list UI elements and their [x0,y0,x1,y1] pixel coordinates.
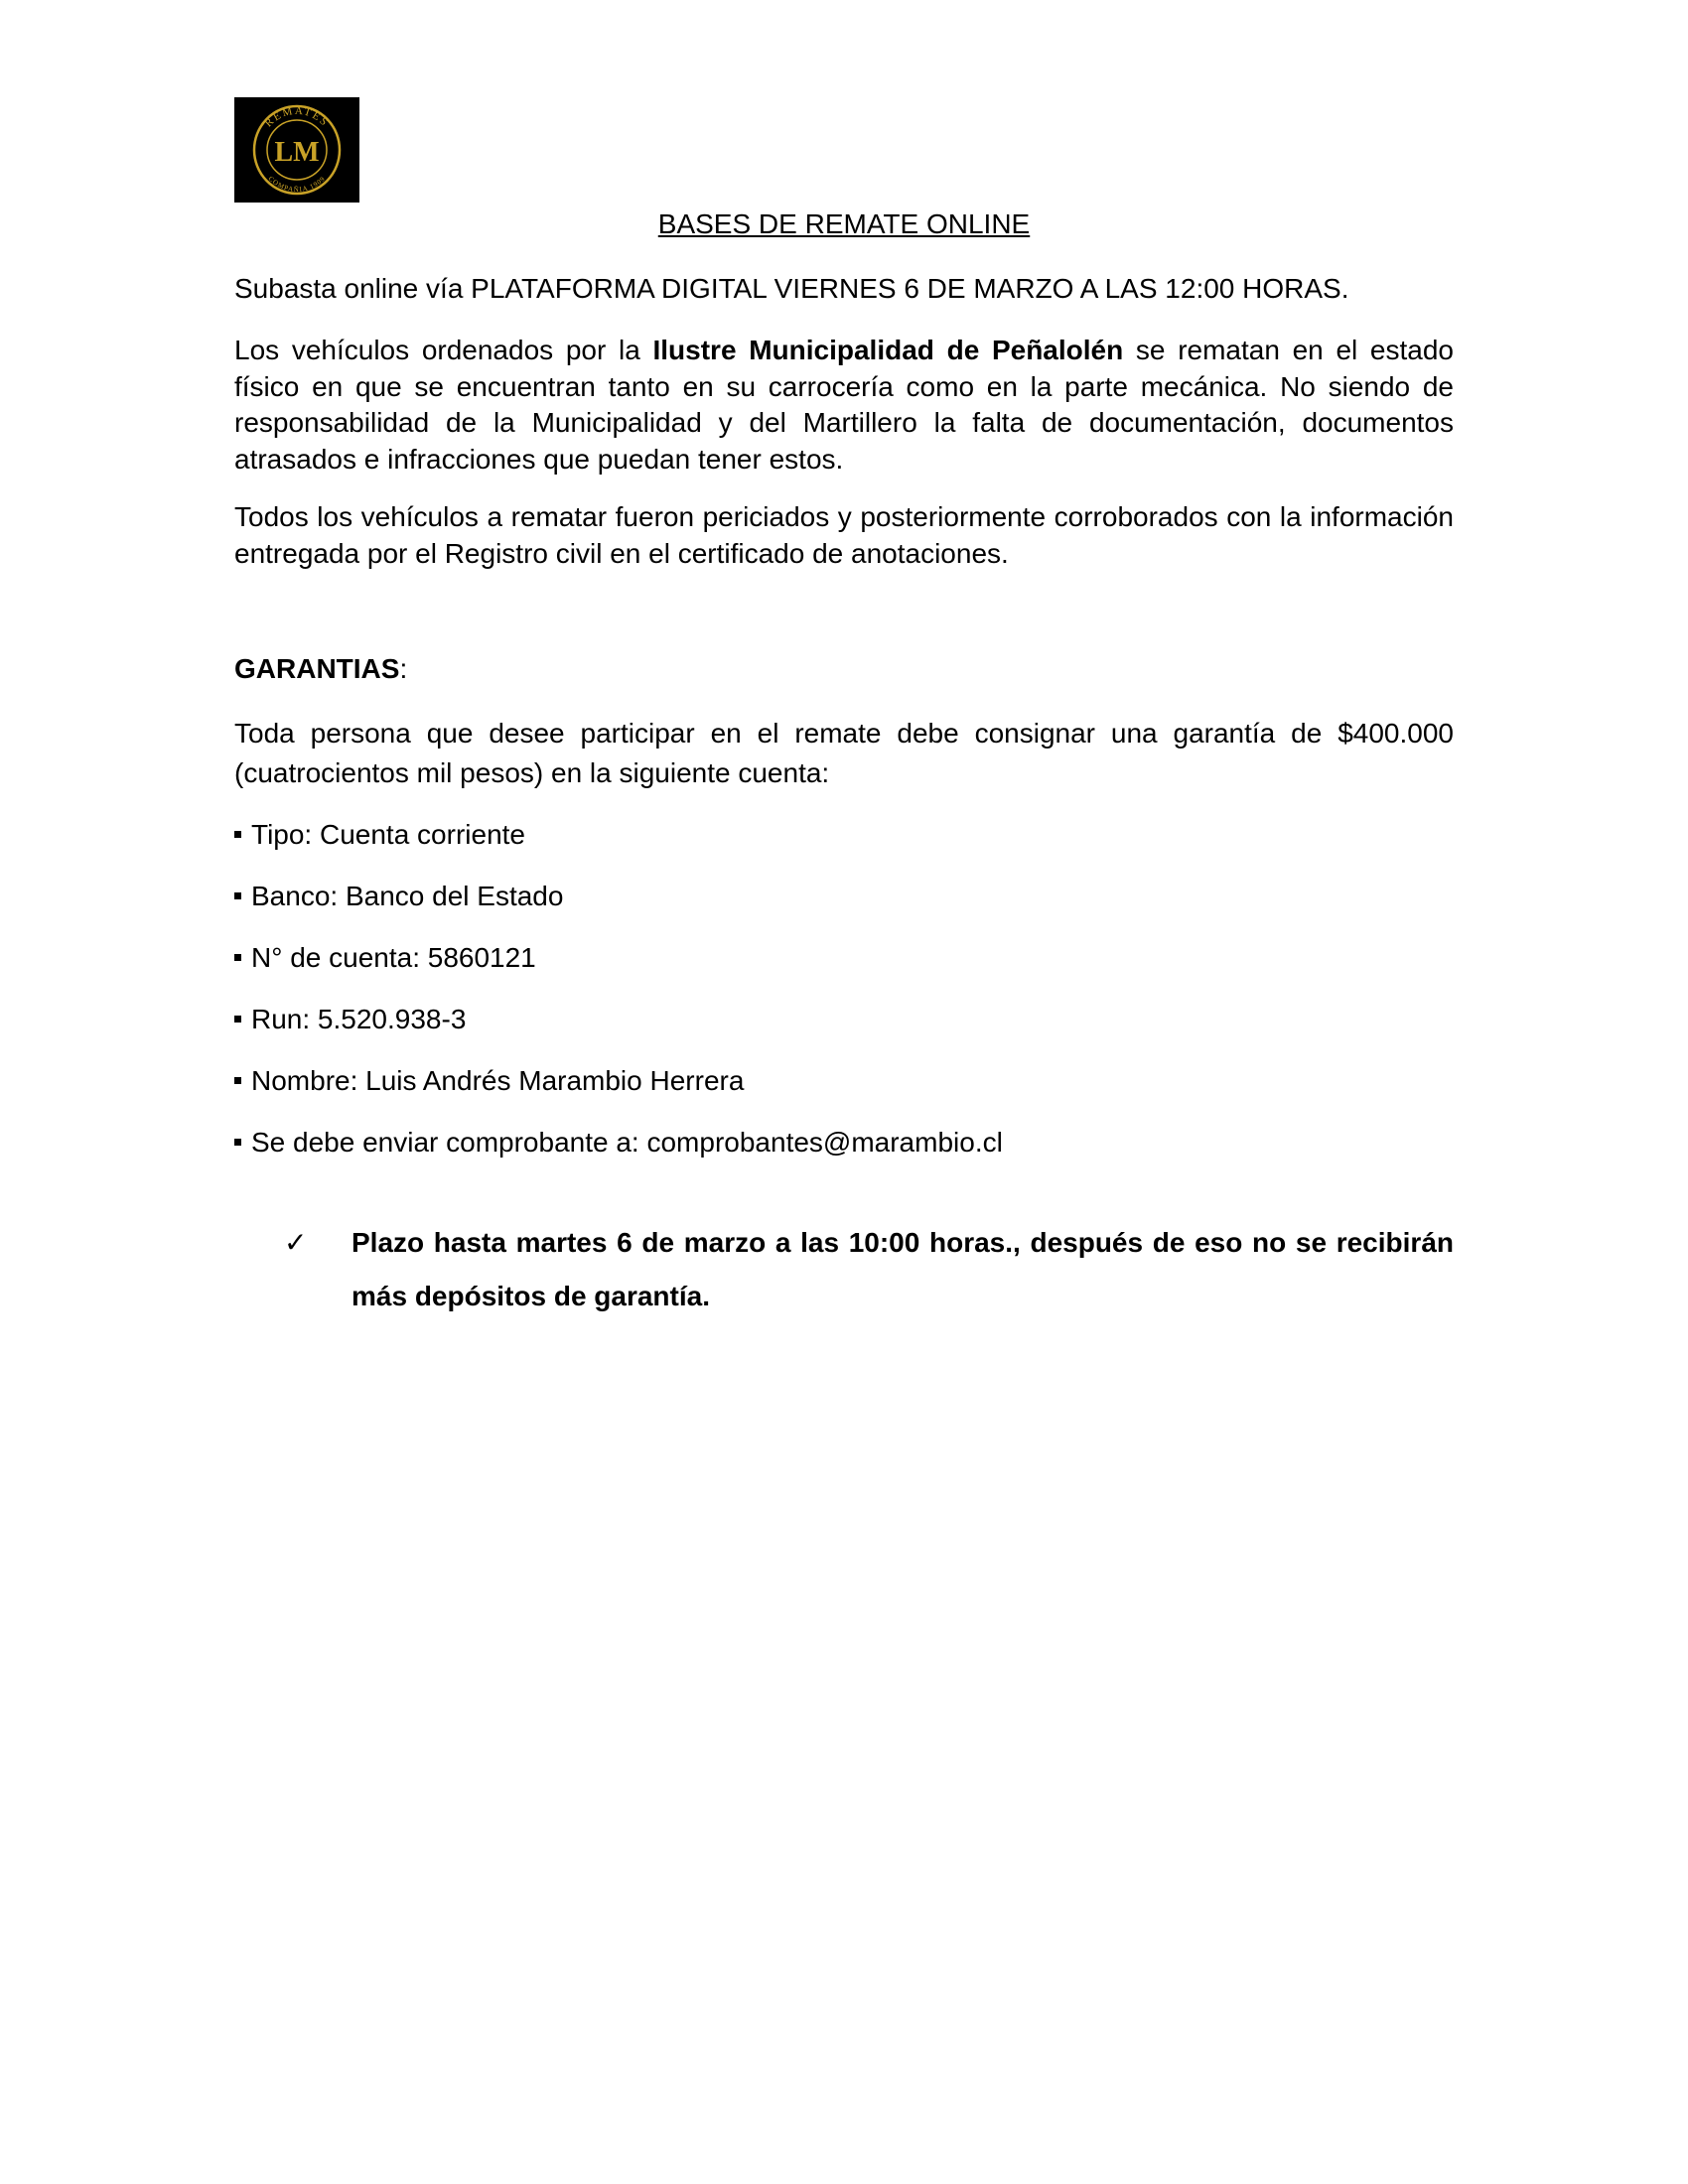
square-bullet-icon [234,1077,241,1084]
account-holder-name: Nombre: Luis Andrés Marambio Herrera [251,1064,745,1096]
list-item [234,1125,1454,1160]
list-item [234,879,1454,914]
document-body [234,199,1454,1323]
page-title: BASES DE REMATE ONLINE [657,208,1031,239]
square-bullet-icon [234,831,241,838]
list-item [234,940,1454,976]
vehicles-paragraph-start: Los vehículos ordenados por la [234,335,653,365]
list-item [234,1002,1454,1037]
list-item [234,817,1454,853]
svg-text:COMPAÑIA 1909 [267,175,328,194]
guarantee-paragraph: Toda persona que desee participar en el remate debe consignar una garantía de $400.000 (cuatrocientos mil pesos) en la siguiente cuenta: [234,717,1454,788]
receipt-email-line: Se debe enviar comprobante a: comprobantes@marambio.cl [251,1126,1003,1158]
vehicles-paragraph-end: se rematan en el estado físico en que se encuentran tanto en su carrocería como en la parte mecánica. No siendo de responsabilidad de la Municipalidad y del Martillero la falta de documentación, documentos atrasados e infracciones que puedan tener estos. [234,335,1454,475]
account-type: Tipo: Cuenta corriente [251,818,525,850]
deadline-text: Plazo hasta martes 6 de marzo a las 10:00 horas., después de eso no se recibirán más depósitos de garantía. [352,1226,1454,1311]
square-bullet-icon [234,892,241,899]
garantias-heading [234,651,1454,688]
subasta-line: Subasta online vía PLATAFORMA DIGITAL VIERNES 6 DE MARZO A LAS 12:00 HORAS. [234,272,1349,304]
account-bank: Banco: Banco del Estado [251,880,564,911]
remates-logo [234,97,359,203]
svg-text:REMATES [263,105,332,130]
deadline-notice [234,1216,1454,1323]
square-bullet-icon [234,1016,241,1023]
account-number: N° de cuenta: 5860121 [251,941,536,973]
logo-ring-bottom-text: COMPAÑIA 1909 [266,174,328,195]
account-details-list [234,817,1454,1160]
list-item [234,1063,1454,1099]
logo-emblem-icon [234,97,359,203]
garantias-heading-label: GARANTIAS [234,653,400,684]
garantias-heading-colon: : [399,653,408,684]
checkmark-icon: ✓ [284,1226,308,1258]
square-bullet-icon [234,1139,241,1146]
logo-monogram: LM [274,137,320,168]
logo-ring-top-text: REMATES [262,104,332,130]
vehicles-paragraph [234,333,1454,478]
account-run: Run: 5.520.938-3 [251,1003,467,1034]
municipality-name: Ilustre Municipalidad de Peñalolén [652,335,1124,365]
square-bullet-icon [234,954,241,961]
inspection-paragraph: Todos los vehículos a rematar fueron periciados y posteriormente corroborados con la información entregada por el Registro civil en el certificado de anotaciones. [234,501,1454,569]
